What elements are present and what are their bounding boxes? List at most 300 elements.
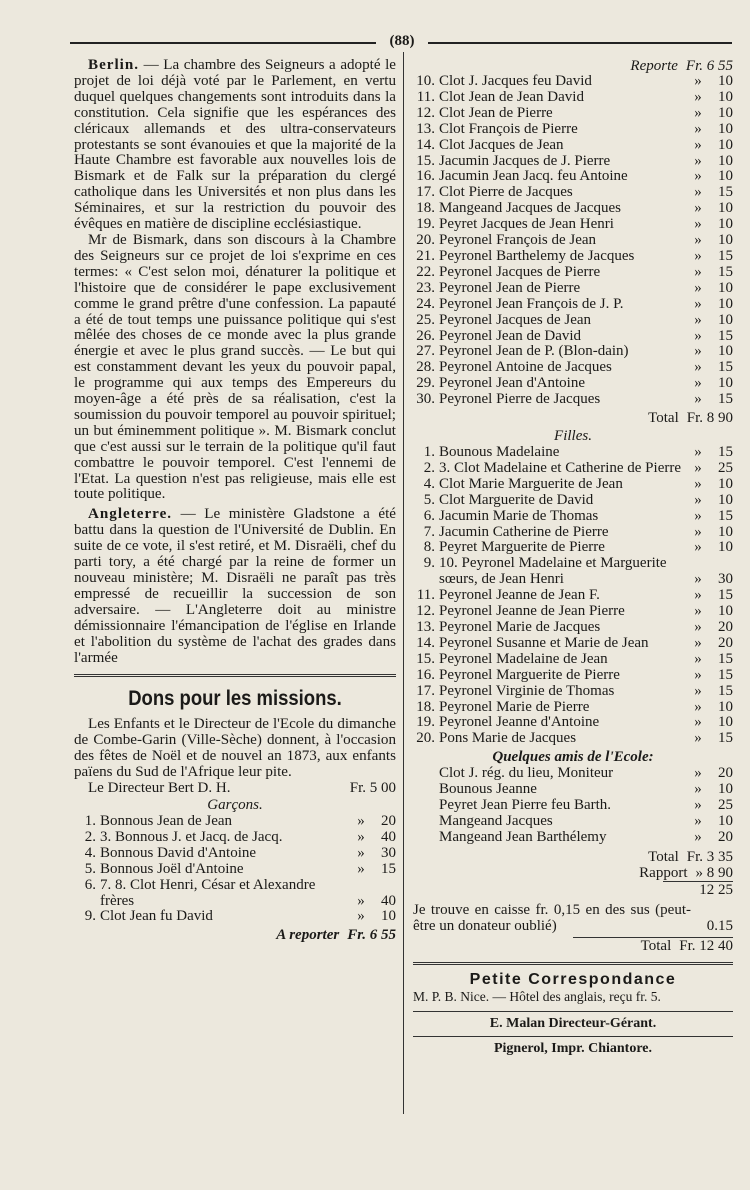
angleterre-text: — Le ministère Gladstone a été battu dans la question de l'Université de Dublin. En suite de ce vote, il s'est retiré, et M. Disraëli, chef du parti tory, a été chargé par la reine de former un nouveau ministère; M. Disraëli ne paraît pas très empressé de recueillir la succession de son adversaire. — L'Angleterre doit au ministre démissionnaire l'émancipation de l'église en Irlande et l'abolition du système de l'achat des grades dans l'armée xyxy=(74,506,396,666)
list-item xyxy=(413,154,733,170)
item-amount: 20 xyxy=(718,828,733,845)
item-number: 6. xyxy=(423,507,435,524)
item-name: Peyronel Jean de David xyxy=(439,328,582,344)
item-name: Clot Jean de Jean David xyxy=(439,89,584,105)
ditto-mark: » xyxy=(694,375,702,392)
item-name: Mangeand Jacques de Jacques xyxy=(439,201,622,217)
item-name: Peyronel Jeanne d'Antoine xyxy=(439,715,600,731)
item-amount: 10 xyxy=(718,120,733,137)
item-amount: 30 xyxy=(381,844,396,861)
item-number: 18. xyxy=(416,200,435,217)
item-number: 30. xyxy=(416,391,435,408)
item-number: 9. xyxy=(423,555,435,572)
item-name: Peyronel Jeanne de Jean Pierre xyxy=(439,604,625,620)
item-number: 2. xyxy=(423,459,435,476)
item-number: 22. xyxy=(416,263,435,280)
ditto-mark: » xyxy=(694,200,702,217)
caisse-text: Je trouve en caisse fr. 0,15 en des sus (peut-être un donateur oublié) xyxy=(413,901,691,934)
garcons-heading: Garçons. xyxy=(207,796,263,813)
item-name: Clot Jacques de Jean xyxy=(439,137,564,153)
item-number: 19. xyxy=(416,714,435,731)
item-number: 17. xyxy=(416,682,435,699)
berlin-heading: Berlin. xyxy=(88,57,140,73)
item-name: Jacumin Catherine de Pierre xyxy=(439,524,609,540)
item-number: 11. xyxy=(416,587,435,604)
item-amount: 15 xyxy=(718,391,733,408)
rapport-amount: » 8 90 xyxy=(695,864,733,881)
list-item xyxy=(413,138,733,154)
item-name: Peyronel Marguerite de Pierre xyxy=(439,667,620,683)
item-amount: 30 xyxy=(718,571,733,588)
item-number: 20. xyxy=(416,232,435,249)
item-name: Jacumin Jean Jacq. feu Antoine xyxy=(439,169,628,185)
list-item xyxy=(413,652,733,668)
imprint-divider xyxy=(413,1011,733,1012)
item-amount: 15 xyxy=(718,666,733,683)
caisse-line xyxy=(413,902,733,934)
grand-total-line xyxy=(573,937,733,954)
item-name: Bounous Madelaine xyxy=(439,445,560,461)
item-name: Peyronel Antoine de Jacques xyxy=(439,360,612,376)
ditto-mark: » xyxy=(694,650,702,667)
amis-heading: Quelques amis de l'Ecole: xyxy=(492,749,654,766)
a-reporter-line xyxy=(74,927,396,943)
item-amount: 20 xyxy=(718,634,733,651)
list-item xyxy=(413,313,733,329)
ditto-mark: » xyxy=(694,828,702,845)
amis-list xyxy=(413,766,733,846)
ditto-mark: » xyxy=(357,812,365,829)
list-item xyxy=(413,217,733,233)
grand-total-label: Total xyxy=(640,937,672,954)
list-item xyxy=(413,185,733,201)
list-item xyxy=(74,830,396,846)
ditto-mark: » xyxy=(694,184,702,201)
list-item xyxy=(413,297,733,313)
list-item xyxy=(413,636,733,652)
item-name: Jacumin Marie de Thomas xyxy=(439,508,599,524)
total-garcons-label: Total xyxy=(648,410,679,427)
ditto-mark: » xyxy=(694,391,702,408)
list-item xyxy=(413,445,733,461)
list-item xyxy=(413,329,733,345)
item-amount: 15 xyxy=(718,587,733,604)
ditto-mark: » xyxy=(694,698,702,715)
list-item xyxy=(413,122,733,138)
item-amount: 15 xyxy=(718,184,733,201)
item-name: Pons Marie de Jacques xyxy=(439,731,577,747)
item-number: 4. xyxy=(84,844,96,861)
item-number: 11. xyxy=(416,88,435,105)
list-item xyxy=(413,556,733,588)
item-name: Bounous Jeanne xyxy=(439,782,537,798)
list-item xyxy=(439,798,733,814)
ditto-mark: » xyxy=(694,491,702,508)
ditto-mark: » xyxy=(357,828,365,845)
list-item xyxy=(413,461,733,477)
item-amount: 15 xyxy=(718,507,733,524)
item-name: Clot François de Pierre xyxy=(439,121,578,137)
item-number: 15. xyxy=(416,152,435,169)
ditto-mark: » xyxy=(694,104,702,121)
item-name: Bonnous Joël d'Antoine xyxy=(100,861,244,877)
rapport-line xyxy=(413,865,733,881)
item-number: 14. xyxy=(416,634,435,651)
list-item xyxy=(413,604,733,620)
total-amis-label: Total xyxy=(648,848,679,865)
ditto-mark: » xyxy=(357,860,365,877)
item-number: 10. xyxy=(416,73,435,89)
item-name: Peyronel Marie de Jacques xyxy=(439,620,601,635)
list-item xyxy=(439,830,733,846)
item-name: Peyronel Jean d'Antoine xyxy=(439,376,586,392)
filles-list xyxy=(413,445,733,747)
list-item xyxy=(413,477,733,493)
item-name: Clot Marguerite de David xyxy=(439,492,594,508)
item-amount: 10 xyxy=(718,104,733,121)
list-item xyxy=(413,700,733,716)
list-item xyxy=(413,249,733,265)
list-item xyxy=(413,281,733,297)
ditto-mark: » xyxy=(694,765,702,782)
ditto-mark: » xyxy=(694,459,702,476)
angleterre-paragraph xyxy=(74,507,396,666)
item-number: 25. xyxy=(416,311,435,328)
printer-line: Pignerol, Impr. Chiantore. xyxy=(493,1040,653,1056)
item-amount: 10 xyxy=(718,343,733,360)
list-item xyxy=(74,878,396,910)
a-reporter-label: A reporter xyxy=(276,927,340,944)
list-item xyxy=(439,766,733,782)
item-number: 4. xyxy=(423,475,435,492)
item-number: 18. xyxy=(416,698,435,715)
item-amount: 10 xyxy=(381,908,396,925)
list-item xyxy=(413,376,733,392)
ditto-mark: » xyxy=(694,507,702,524)
ditto-mark: » xyxy=(694,327,702,344)
item-number: 17. xyxy=(416,184,435,201)
reporte-amount: Fr. 6 55 xyxy=(685,58,733,74)
item-number: 12. xyxy=(416,603,435,620)
list-item xyxy=(413,106,733,122)
ditto-mark: » xyxy=(694,587,702,604)
ditto-mark: » xyxy=(694,168,702,185)
list-item xyxy=(413,169,733,185)
item-name: Peyronel Jean de Pierre xyxy=(439,280,581,296)
item-amount: 40 xyxy=(381,828,396,845)
ditto-mark: » xyxy=(694,295,702,312)
item-name: 3. Bonnous J. et Jacq. de Jacq. xyxy=(100,829,283,845)
item-amount: 10 xyxy=(718,200,733,217)
list-item xyxy=(413,360,733,376)
item-amount: 15 xyxy=(718,444,733,461)
item-amount: 10 xyxy=(718,475,733,492)
petite-correspondance-title: Petite Correspondance xyxy=(469,970,677,988)
total-garcons-line xyxy=(413,410,733,426)
item-name: Peyronel François de Jean xyxy=(439,233,597,249)
director-label: Le Directeur Bert D. H. xyxy=(88,781,231,797)
item-number: 23. xyxy=(416,279,435,296)
item-name: Peyret Marguerite de Pierre xyxy=(439,540,605,556)
reporte-line xyxy=(413,58,733,74)
ditto-mark: » xyxy=(357,844,365,861)
ditto-mark: » xyxy=(694,359,702,376)
item-amount: 10 xyxy=(718,216,733,233)
list-item xyxy=(74,846,396,862)
item-name: Clot Jean fu David xyxy=(100,909,213,925)
item-number: 1. xyxy=(84,812,96,829)
item-amount: 10 xyxy=(718,136,733,153)
item-name: Clot Pierre de Jacques xyxy=(439,185,573,201)
total-amis-line xyxy=(413,849,733,865)
item-number: 21. xyxy=(416,247,435,264)
item-amount: 15 xyxy=(718,650,733,667)
item-name: Peyronel Jacques de Pierre xyxy=(439,264,601,280)
item-name: 10. Peyronel Madelaine et Marguerite sœurs, de Jean Henri xyxy=(439,556,667,588)
item-number: 2. xyxy=(84,828,96,845)
item-name: Peyronel Marie de Pierre xyxy=(439,699,590,715)
ditto-mark: » xyxy=(694,714,702,731)
item-number: 26. xyxy=(416,327,435,344)
item-amount: 15 xyxy=(718,682,733,699)
page-header xyxy=(70,34,732,50)
correspondance-divider xyxy=(413,962,733,965)
item-name: Bonnous Jean de Jean xyxy=(100,813,233,829)
ditto-mark: » xyxy=(694,279,702,296)
ditto-mark: » xyxy=(694,152,702,169)
ditto-mark: » xyxy=(357,908,365,925)
ditto-mark: » xyxy=(694,682,702,699)
item-amount: 15 xyxy=(718,730,733,747)
item-name: Peyronel Jean François de J. P. xyxy=(439,296,624,312)
ditto-mark: » xyxy=(694,812,702,829)
item-amount: 10 xyxy=(718,603,733,620)
list-item xyxy=(74,909,396,925)
list-item xyxy=(413,90,733,106)
section-divider xyxy=(74,674,396,677)
item-amount: 10 xyxy=(718,375,733,392)
list-item xyxy=(413,525,733,541)
left-column xyxy=(74,58,396,943)
item-number: 9. xyxy=(84,908,96,925)
item-number: 13. xyxy=(416,619,435,635)
list-item xyxy=(413,74,733,90)
ditto-mark: » xyxy=(694,263,702,280)
right-column xyxy=(413,58,733,1057)
item-amount: 15 xyxy=(718,359,733,376)
item-name: Clot Marie Marguerite de Jean xyxy=(439,476,623,492)
item-name: Peyronel Madelaine de Jean xyxy=(439,651,608,667)
item-amount: 10 xyxy=(718,232,733,249)
item-name: Peyret Jean Pierre feu Barth. xyxy=(439,798,612,814)
angleterre-heading: Angleterre. xyxy=(88,506,173,523)
item-name: Mangeand Jean Barthélemy xyxy=(439,829,607,845)
list-item xyxy=(413,588,733,604)
item-name: Peyronel Susanne et Marie de Jean xyxy=(439,635,649,651)
ditto-mark: » xyxy=(694,603,702,620)
column-separator xyxy=(403,52,404,1114)
item-amount: 25 xyxy=(718,797,733,814)
list-item xyxy=(413,540,733,556)
subtotal: 12 25 xyxy=(663,881,733,898)
item-name: Peyret Jacques de Jean Henri xyxy=(439,217,614,233)
item-amount: 10 xyxy=(718,73,733,89)
item-number: 16. xyxy=(416,168,435,185)
list-item xyxy=(439,782,733,798)
ditto-mark: » xyxy=(694,120,702,137)
item-amount: 10 xyxy=(718,311,733,328)
list-item xyxy=(413,233,733,249)
berlin-paragraph xyxy=(74,58,396,233)
item-number: 7. xyxy=(423,523,435,540)
item-name: Peyronel Jean de P. (Blon-dain) xyxy=(439,344,629,360)
list-item xyxy=(74,814,396,830)
item-amount: 10 xyxy=(718,88,733,105)
imprint-divider-2 xyxy=(413,1036,733,1037)
item-amount: 10 xyxy=(718,812,733,829)
item-amount: 10 xyxy=(718,523,733,540)
list-item xyxy=(413,715,733,731)
list-item xyxy=(413,684,733,700)
list-item xyxy=(413,509,733,525)
item-number: 1. xyxy=(423,444,435,461)
item-name: Peyronel Jeanne de Jean F. xyxy=(439,588,600,604)
item-name: Clot Jean de Pierre xyxy=(439,105,553,121)
item-number: 6. xyxy=(84,876,96,893)
item-amount: 20 xyxy=(718,619,733,635)
correspondance-line: M. P. B. Nice. — Hôtel des anglais, reçu fr. 5. xyxy=(413,988,661,1004)
rapport-label: Rapport xyxy=(639,864,688,881)
item-amount: 10 xyxy=(718,698,733,715)
ditto-mark: » xyxy=(694,475,702,492)
item-number: 14. xyxy=(416,136,435,153)
item-number: 20. xyxy=(416,730,435,747)
item-amount: 10 xyxy=(718,168,733,185)
ditto-mark: » xyxy=(694,730,702,747)
item-amount: 15 xyxy=(381,860,396,877)
ditto-mark: » xyxy=(694,539,702,556)
item-number: 27. xyxy=(416,343,435,360)
item-amount: 25 xyxy=(718,459,733,476)
item-amount: 10 xyxy=(718,279,733,296)
ditto-mark: » xyxy=(694,216,702,233)
item-amount: 10 xyxy=(718,152,733,169)
ditto-mark: » xyxy=(694,666,702,683)
list-item xyxy=(413,668,733,684)
ditto-mark: » xyxy=(357,892,365,909)
missions-intro: Les Enfants et le Directeur de l'Ecole du dimanche de Combe-Garin (Ville-Sèche) donnent, à l'occasion des fêtes de Noël et de nouvel an 1873, aux enfants païens du Sud de l'Afrique leur pite. xyxy=(74,716,396,781)
list-item xyxy=(413,201,733,217)
ditto-mark: » xyxy=(694,343,702,360)
item-amount: 10 xyxy=(718,491,733,508)
item-number: 29. xyxy=(416,375,435,392)
header-rule-right xyxy=(428,42,732,44)
ditto-mark: » xyxy=(694,797,702,814)
bismark-paragraph: Mr de Bismark, dans son discours à la Chambre des Seigneurs sur ce projet de loi s'exprime en ces termes: « C'est selon moi, dénaturer la politique et l'histoire que de considérer le pape exclusivement comme le grand prêtre d'une confession. La papauté a été de tout temps une puissance politique qui s'est mêlée des choses de ce monde avec la plus grande énergie et avec le plus grand succès. — Le but qui est constamment devant les yeux du pouvoir papal, le programme qui aux temps des Empereurs du moyen-âge a été près de sa réalisation, c'est la soumission du pouvoir temporel au pouvoir spirituel; un but éminemment politique ». M. Bismark conclut que c'est aussi sur le terrain de la politique qu'il faut combattre le pouvoir temporel. C'est l'ennemi de l'Etat. La question n'est pas religieuse, mais elle est toute politique. xyxy=(74,231,396,503)
header-rule-left xyxy=(70,42,376,44)
item-name: Bonnous David d'Antoine xyxy=(100,845,257,861)
ditto-mark: » xyxy=(694,523,702,540)
item-name: Clot J. Jacques feu David xyxy=(439,74,592,89)
item-name: Peyronel Barthelemy de Jacques xyxy=(439,248,635,264)
list-item xyxy=(413,493,733,509)
filles-heading: Filles. xyxy=(554,428,592,445)
item-number: 19. xyxy=(416,216,435,233)
item-amount: 15 xyxy=(718,263,733,280)
list-item xyxy=(413,731,733,747)
item-name: 7. 8. Clot Henri, César et Alexandre frères xyxy=(100,877,316,909)
item-number: 28. xyxy=(416,359,435,376)
caisse-amount: 0.15 xyxy=(706,917,733,934)
garcons-continued-list xyxy=(413,74,733,408)
page-number: (88) xyxy=(389,33,415,49)
item-name: Peyronel Virginie de Thomas xyxy=(439,683,615,699)
item-name: Peyronel Pierre de Jacques xyxy=(439,392,601,408)
item-amount: 10 xyxy=(718,781,733,798)
garcons-list xyxy=(74,814,396,925)
berlin-text: — La chambre des Seigneurs a adopté le projet de loi déjà voté par le Parlement, en vertu duquel quelques changements sont introduits dans la constitution. Cela signifie que les espérances des cléricaux allemands et des ultra-conservateurs protestants se sont évanouies et que la majorité de la Haute Chambre est favorable aux nouvelles lois de Bismark et de Falk sur la préparation du clergé catholique dans les Universités et non plus dans les Séminaires, et sur la restriction du pouvoir des évêques en matière de discipline ecclésiastique. xyxy=(74,57,397,233)
list-item xyxy=(413,344,733,360)
ditto-mark: » xyxy=(694,311,702,328)
item-amount: 40 xyxy=(381,892,396,909)
item-name: Jacumin Jacques de J. Pierre xyxy=(439,153,611,169)
item-amount: 10 xyxy=(718,295,733,312)
ditto-mark: » xyxy=(694,634,702,651)
list-item xyxy=(413,392,733,408)
item-number: 5. xyxy=(423,491,435,508)
reporte-label: Reporte xyxy=(630,58,678,74)
ditto-mark: » xyxy=(694,781,702,798)
item-number: 8. xyxy=(423,539,435,556)
item-number: 24. xyxy=(416,295,435,312)
item-number: 12. xyxy=(416,104,435,121)
item-amount: 20 xyxy=(381,812,396,829)
grand-total-amount: Fr. 12 40 xyxy=(679,937,733,954)
list-item xyxy=(413,620,733,636)
ditto-mark: » xyxy=(694,73,702,89)
ditto-mark: » xyxy=(694,88,702,105)
ditto-mark: » xyxy=(694,136,702,153)
director-donation xyxy=(74,781,396,797)
director-gerant: E. Malan Directeur-Gérant. xyxy=(489,1015,657,1031)
item-name: 3. Clot Madelaine et Catherine de Pierre xyxy=(439,460,681,476)
item-name: Clot J. rég. du lieu, Moniteur xyxy=(439,766,614,782)
ditto-mark: » xyxy=(694,247,702,264)
item-amount: 15 xyxy=(718,327,733,344)
item-amount: 10 xyxy=(718,714,733,731)
director-amount: Fr. 5 00 xyxy=(349,780,396,797)
total-garcons-amount: Fr. 8 90 xyxy=(686,410,733,427)
ditto-mark: » xyxy=(694,444,702,461)
total-amis-amount: Fr. 3 35 xyxy=(686,848,733,865)
list-item xyxy=(439,814,733,830)
item-number: 13. xyxy=(416,120,435,137)
item-amount: 20 xyxy=(718,765,733,782)
item-amount: 10 xyxy=(718,539,733,556)
item-number: 15. xyxy=(416,650,435,667)
list-item xyxy=(74,862,396,878)
list-item xyxy=(413,265,733,281)
ditto-mark: » xyxy=(694,619,702,635)
ditto-mark: » xyxy=(694,232,702,249)
item-amount: 15 xyxy=(718,247,733,264)
a-reporter-amount: Fr. 6 55 xyxy=(347,927,396,944)
item-name: Mangeand Jacques xyxy=(439,813,553,829)
item-name: Peyronel Jacques de Jean xyxy=(439,312,592,328)
item-number: 16. xyxy=(416,666,435,683)
ditto-mark: » xyxy=(694,571,702,588)
item-number: 5. xyxy=(84,860,96,877)
